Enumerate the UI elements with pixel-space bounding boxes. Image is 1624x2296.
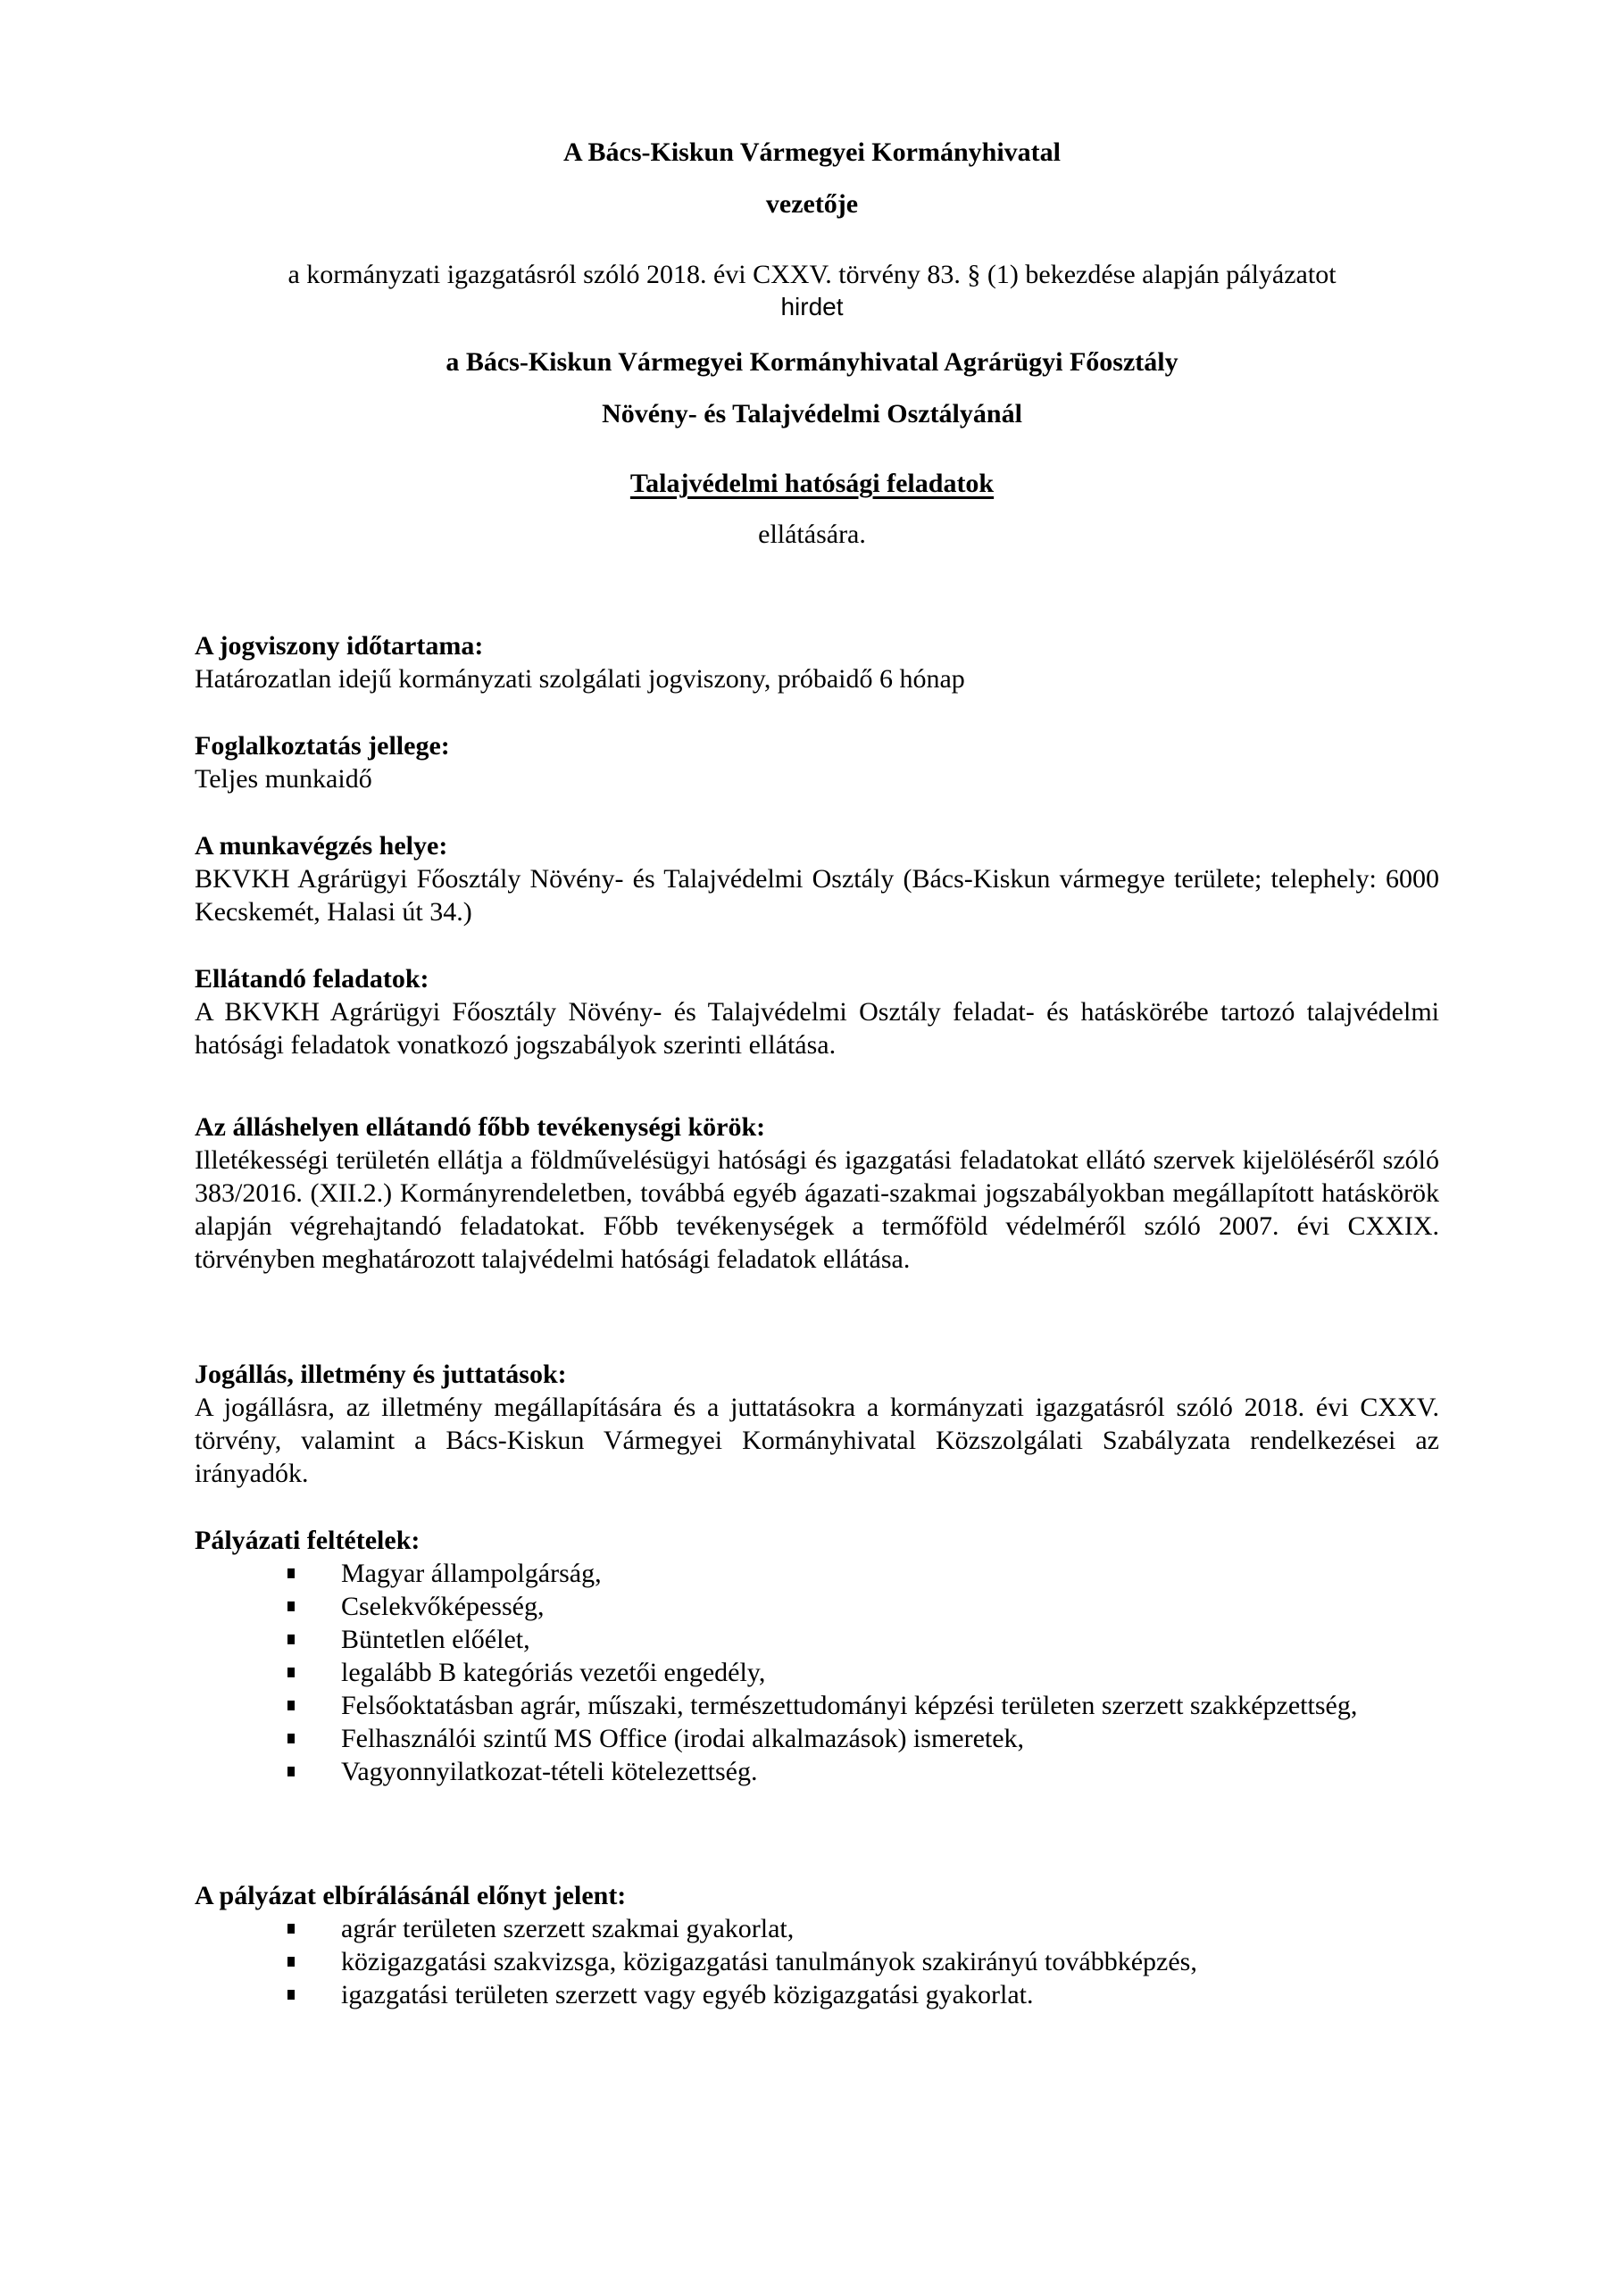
bullet-icon (287, 1957, 295, 1967)
list-item: Felhasználói szintű MS Office (irodai alkalmazások) ismeretek, (195, 1722, 1439, 1755)
section-text: Teljes munkaidő (195, 764, 372, 794)
issuer-subtitle: vezetője (765, 189, 859, 219)
bullet-icon (287, 1668, 295, 1677)
advantages-list (195, 1912, 1439, 2011)
section-duration (195, 629, 1439, 695)
bullet-icon (287, 1924, 295, 1934)
bullet-icon (287, 1767, 295, 1776)
section-heading: A pályázat elbírálásánál előnyt jelent: (195, 1881, 627, 1910)
list-item: Magyar állampolgárság, (195, 1557, 1439, 1590)
bullet-icon (287, 1701, 295, 1710)
unit: Növény- és Talajvédelmi Osztályánál (602, 399, 1022, 428)
section-heading: Az álláshelyen ellátandó főbb tevékenységi körök: (195, 1112, 766, 1142)
list-item: Vagyonnyilatkozat-tételi kötelezettség. (195, 1755, 1439, 1788)
section-requirements (195, 1524, 1439, 1788)
list-item: közigazgatási szakvizsga, közigazgatási tanulmányok szakirányú továbbképzés, (195, 1945, 1439, 1978)
bullet-icon (287, 1990, 295, 2000)
section-text: BKVKH Agrárügyi Főosztály Növény- és Talajvédelmi Osztály (Bács-Kiskun vármegye területe; telephely: 6000 Kecskemét, Halasi út 34.) (195, 864, 1439, 927)
section-heading: Pályázati feltételek: (195, 1526, 421, 1555)
section-employment (195, 729, 1439, 795)
section-heading: A munkavégzés helye: (195, 831, 448, 861)
bullet-icon (287, 1568, 295, 1578)
position-title-wrap (0, 468, 1624, 500)
section-text: A jogállásra, az illetmény megállapítására és a juttatásokra a kormányzati igazgatásról szóló 2018. évi CXXV. törvény, valamint a Bács-Kiskun Vármegyei Kormányhivatal Közszolgálati Szabályzata rendelkezései az irányadók. (195, 1393, 1439, 1488)
bullet-icon (287, 1635, 295, 1644)
list-item: legalább B kategóriás vezetői engedély, (195, 1656, 1439, 1689)
section-heading: Jogállás, illetmény és juttatások: (195, 1360, 567, 1389)
legal-basis: a kormányzati igazgatásról szóló 2018. évi CXXV. törvény 83. § (1) bekezdése alapján pályázatot (287, 260, 1337, 289)
section-heading: A jogviszony időtartama: (195, 631, 484, 661)
bullet-icon (287, 1601, 295, 1611)
section-activities (195, 1111, 1439, 1276)
section-heading: Foglalkoztatás jellege: (195, 731, 450, 761)
list-item: agrár területen szerzett szakmai gyakorlat, (195, 1912, 1439, 1945)
issuer-title: A Bács-Kiskun Vármegyei Kormányhivatal (563, 137, 1061, 167)
list-item: Cselekvőképesség, (195, 1590, 1439, 1623)
section-text: A BKVKH Agrárügyi Főosztály Növény- és Talajvédelmi Osztály feladat- és hatáskörébe tartozó talajvédelmi hatósági feladatok vonatkozó jogszabályok szerinti ellátása. (195, 997, 1439, 1060)
section-text: Határozatlan idejű kormányzati szolgálati jogviszony, próbaidő 6 hónap (195, 664, 965, 694)
list-item: igazgatási területen szerzett vagy egyéb közigazgatási gyakorlat. (195, 1978, 1439, 2011)
requirements-list (195, 1557, 1439, 1788)
section-advantages (195, 1879, 1439, 2011)
department: a Bács-Kiskun Vármegyei Kormányhivatal Agrárügyi Főosztály (446, 347, 1178, 377)
list-item: Felsőoktatásban agrár, műszaki, természettudományi képzési területen szerzett szakképzettség, (195, 1689, 1439, 1722)
section-tasks (195, 962, 1439, 1061)
position-suffix: ellátására. (758, 520, 866, 549)
section-workplace (195, 829, 1439, 928)
list-item: Büntetlen előélet, (195, 1623, 1439, 1656)
section-text: Illetékességi területén ellátja a földművelésügyi hatósági és igazgatási feladatokat ellátó szervek kijelöléséről szóló 383/2016. (XII.2.) Kormányrendeletben, továbbá egyéb ágazati-szakmai jogszabályokban megállapított hatáskörök alapján végrehajtandó feladatokat. Főbb tevékenységek a termőföld védelméről szóló 2007. évi CXXIX. törvényben meghatározott talajvédelmi hatósági feladatok ellátása. (195, 1145, 1439, 1274)
position-title: Talajvédelmi hatósági feladatok (629, 469, 995, 498)
section-legal-status (195, 1358, 1439, 1490)
announce-verb: hirdet (780, 293, 844, 320)
bullet-icon (287, 1734, 295, 1743)
section-heading: Ellátandó feladatok: (195, 964, 429, 994)
